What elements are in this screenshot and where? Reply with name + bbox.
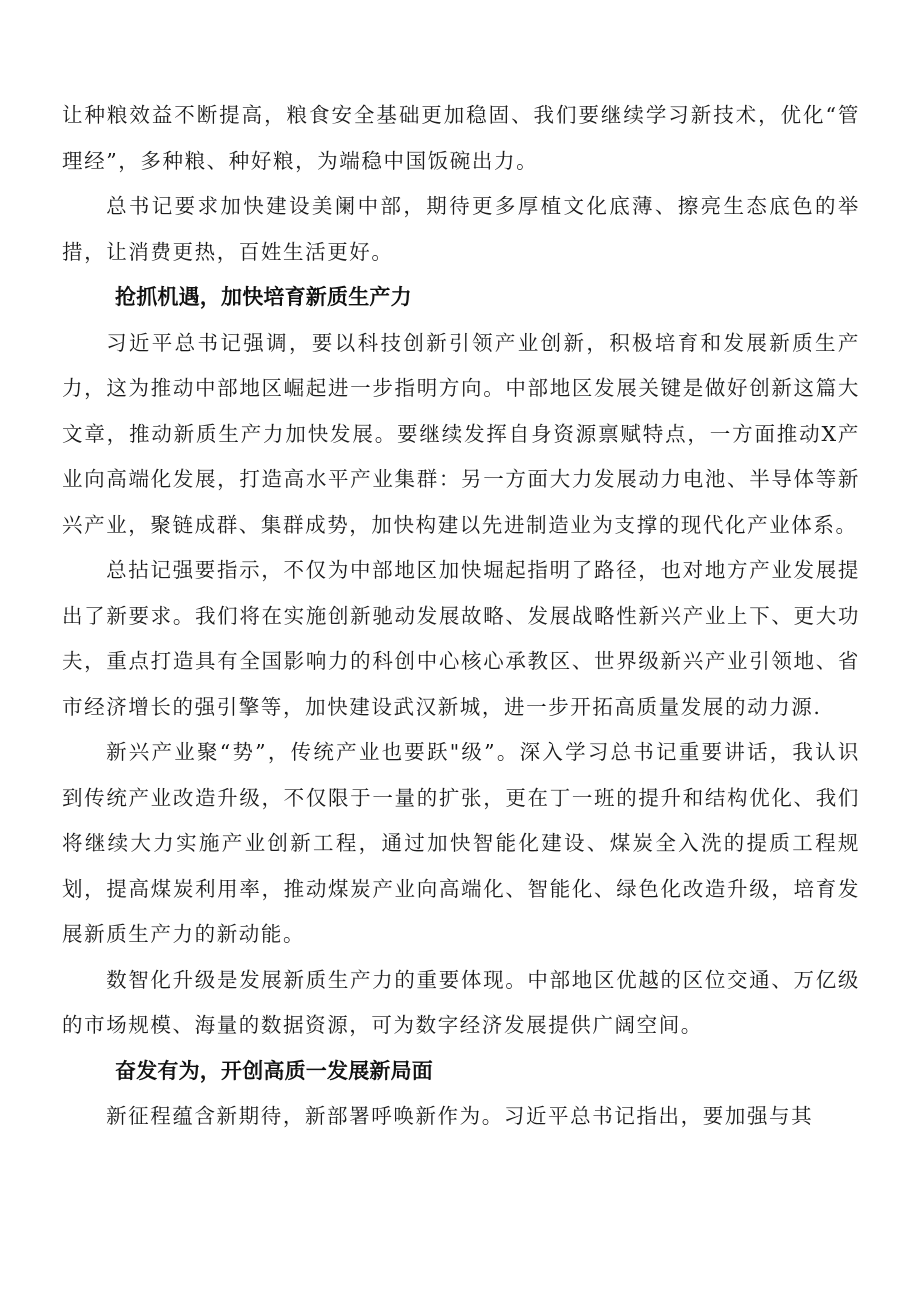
paragraph-4: 总拈记强要指示，不仅为中部地区加快堀起指明了路径，也对地方产业发展提出了新要求。我们将在实施创新驰动发展故略、发展战略性新兴产业上下、更大功夫，重点打造具有全国影响力的科创中心核心承教区、世界级新兴产业引领地、省市经济增长的强引擎等，加快建设武汉新城，进一步开拓高质量发展的动力源. <box>62 558 860 719</box>
paragraph-5: 新兴产业聚“势”，传统产业也要跃"级”。深入学习总书记重要讲话，我认识到传统产业改造升级，不仅限于一量的扩张，更在丁一班的提升和结构优化、我们将继续大力实施产业创新工程，通过加快智能化建设、煤炭全入洗的提质工程规划，提高煤炭利用率，推动煤炭产业向高端化、智能化、绿色化改造升级，培育发展新质生产力的新动能。 <box>62 740 860 946</box>
paragraph-7: 新征程蕴含新期待，新部署呼唤新作为。习近平总书记指出，要加强与其 <box>106 1104 814 1128</box>
section-heading-1: 抢抓机遇，加快培育新质生产力 <box>115 285 412 309</box>
paragraph-1: 让种粮效益不断提高，粮食安全基础更加稳固、我们要继续学习新技术，优化“管理经”，多种粮、种好粮，为端稳中国饭碗出力。 <box>62 103 860 173</box>
paragraph-2: 总书记要求加快建设美阑中部，期待更多厚植文化底薄、擦亮生态底色的举措，让消费更热，百姓生活更好。 <box>62 194 860 264</box>
paragraph-6: 数智化升级是发展新质生产力的重要体现。中部地区优越的区位交通、万亿级的市场规模、海量的数据资源，可为数字经济发展提供广阔空间。 <box>62 967 860 1037</box>
document-page <box>62 93 860 1140</box>
paragraph-3: 习近平总书记强调，要以科技创新引领产业创新，积极培育和发展新质生产力，这为推动中部地区崛起进一步指明方向。中部地区发展关键是做好创新这篇大文章，推动新质生产力加快发展。要继续发挥自身资源禀赋特点，一方面推动X产业向高端化发展，打造高水平产业集群：另一方面大力发展动力电池、半导体等新兴产业，聚链成群、集群成势，加快构建以先进制造业为支撑的现代化产业体系。 <box>62 330 860 537</box>
section-heading-2: 奋发有为，开创高质一发展新局面 <box>115 1058 433 1083</box>
